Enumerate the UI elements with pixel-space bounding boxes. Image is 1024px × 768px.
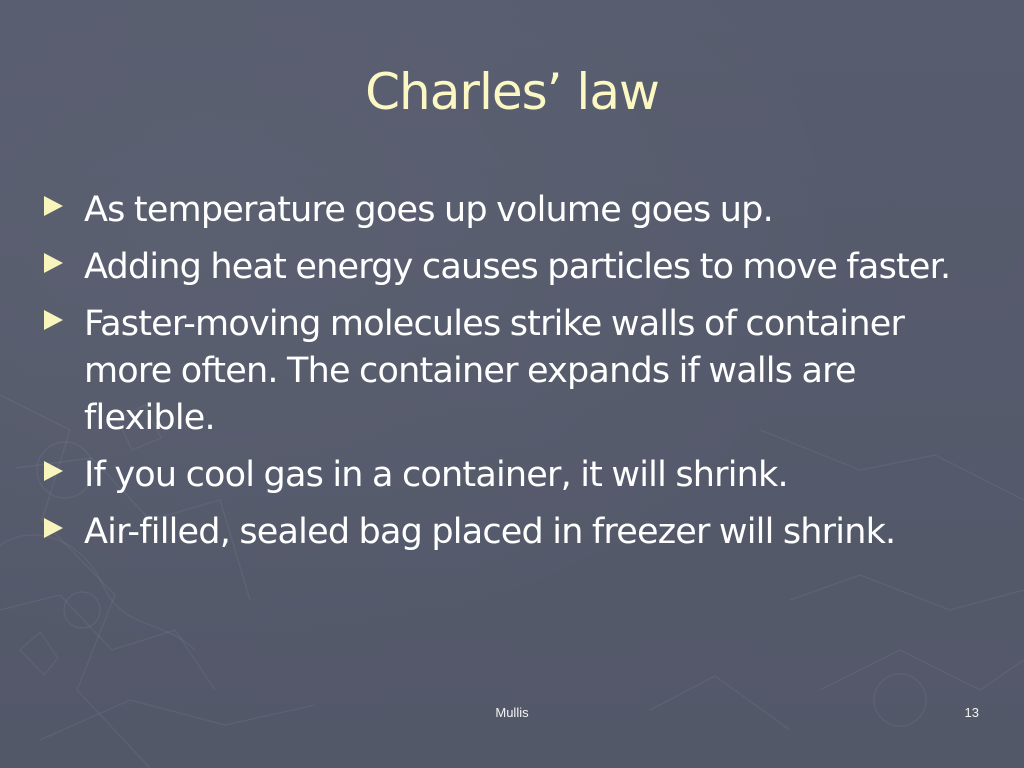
footer-author: Mullis <box>495 705 529 720</box>
triangle-bullet-icon <box>44 310 63 330</box>
bullet-item <box>44 244 974 291</box>
bullet-text: As temperature goes up volume goes up. <box>84 190 773 230</box>
triangle-bullet-icon <box>44 196 63 216</box>
bullet-item <box>44 509 974 556</box>
slide-title: Charles’ law <box>365 63 659 121</box>
triangle-bullet-icon <box>44 518 63 538</box>
triangle-bullet-icon <box>44 253 63 273</box>
bullet-item <box>44 187 974 234</box>
bullet-text: Adding heat energy causes particles to move faster. <box>84 247 951 287</box>
bullet-text: Air-filled, sealed bag placed in freezer will shrink. <box>84 512 896 552</box>
bullet-item <box>44 301 974 442</box>
bullet-list <box>44 187 974 566</box>
bullet-text: If you cool gas in a container, it will shrink. <box>84 455 788 495</box>
bullet-item <box>44 452 974 499</box>
bullet-text: Faster-moving molecules strike walls of container more often. The container expands if walls are flexible. <box>84 304 905 438</box>
slide-number: 13 <box>964 705 979 720</box>
triangle-bullet-icon <box>44 461 63 481</box>
